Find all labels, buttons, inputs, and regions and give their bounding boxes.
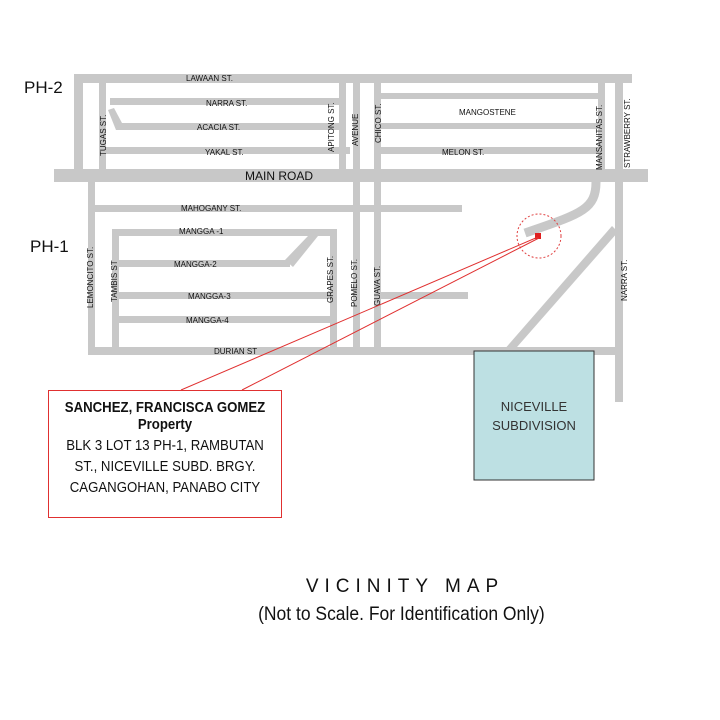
road-mangga2-diagonal <box>285 236 318 267</box>
street-label-narra-v: NARRA ST. <box>620 259 629 301</box>
street-label-melon: MELON ST. <box>442 148 485 157</box>
map-subtitle: (Not to Scale. For Identification Only) <box>258 604 545 625</box>
street-label-grapes: GRAPES ST. <box>326 255 335 303</box>
street-label-narra-h: NARRA ST. <box>206 99 248 108</box>
address-line-1: BLK 3 LOT 13 PH-1, RAMBUTAN <box>66 437 264 454</box>
street-label-tugas: TUGAS ST. <box>99 114 108 156</box>
address-line-2: ST., NICEVILLE SUBD. BRGY. <box>74 458 256 475</box>
road-mangostene-top <box>378 93 600 99</box>
street-label-yakal: YAKAL ST. <box>205 148 244 157</box>
street-label-mangga1: MANGGA -1 <box>179 227 224 236</box>
street-label-pomelo: POMELO ST. <box>350 258 359 307</box>
street-label-mangga3: MANGGA-3 <box>188 292 231 301</box>
property-label: Property <box>137 416 193 433</box>
road-acacia-elbow <box>108 108 122 130</box>
street-label-mangostene: MANGOSTENE <box>459 108 516 117</box>
road-melon <box>378 147 600 154</box>
phase-label-ph2: PH-2 <box>24 78 63 97</box>
street-label-mansanitas: MANSANITAS ST. <box>595 104 604 170</box>
niceville-subdivision-area <box>474 351 594 480</box>
address-line-3: CAGANGOHAN, PANABO CITY <box>69 479 261 496</box>
road-lawaan <box>74 74 632 83</box>
road-apitong <box>339 83 346 178</box>
road-diagonal <box>503 226 618 355</box>
street-label-lemoncito: LEMONCITO ST. <box>86 246 95 308</box>
road-strawberry <box>615 76 623 178</box>
street-label-chico: CHICO ST. <box>374 103 383 143</box>
street-label-guava: GUAVA ST. <box>373 265 382 306</box>
road-left-border-ph2 <box>74 74 83 178</box>
street-label-mahogany: MAHOGANY ST. <box>181 204 242 213</box>
street-label-apitong: APITONG ST. <box>327 102 336 152</box>
road-main <box>54 169 648 182</box>
street-label-tambis: TAMBIS ST <box>110 260 119 302</box>
road-curve-property <box>525 182 596 233</box>
road-mangga3-east <box>380 292 468 299</box>
road-mangostene-bottom <box>378 123 600 129</box>
street-label-avenue: AVENUE <box>351 113 360 146</box>
street-label-durian: DURIAN ST <box>214 347 258 356</box>
street-label-strawberry: STRAWBERRY ST. <box>623 98 632 168</box>
subdivision-label-line2: SUBDIVISION <box>492 418 576 433</box>
street-label-main-road: MAIN ROAD <box>245 169 314 183</box>
street-label-mangga2: MANGGA-2 <box>174 260 217 269</box>
property-address <box>63 435 267 498</box>
street-label-lawaan: LAWAAN ST. <box>186 74 233 83</box>
map-title: VICINITY MAP <box>305 576 505 597</box>
property-owner-name: SANCHEZ, FRANCISCA GOMEZ <box>64 399 266 416</box>
property-callout <box>48 390 282 518</box>
road-mahogany <box>90 205 462 212</box>
subdivision-label-line1: NICEVILLE <box>500 399 568 414</box>
phase-label-ph1: PH-1 <box>30 237 69 256</box>
street-label-acacia: ACACIA ST. <box>197 123 241 132</box>
street-label-mangga4: MANGGA-4 <box>186 316 229 325</box>
